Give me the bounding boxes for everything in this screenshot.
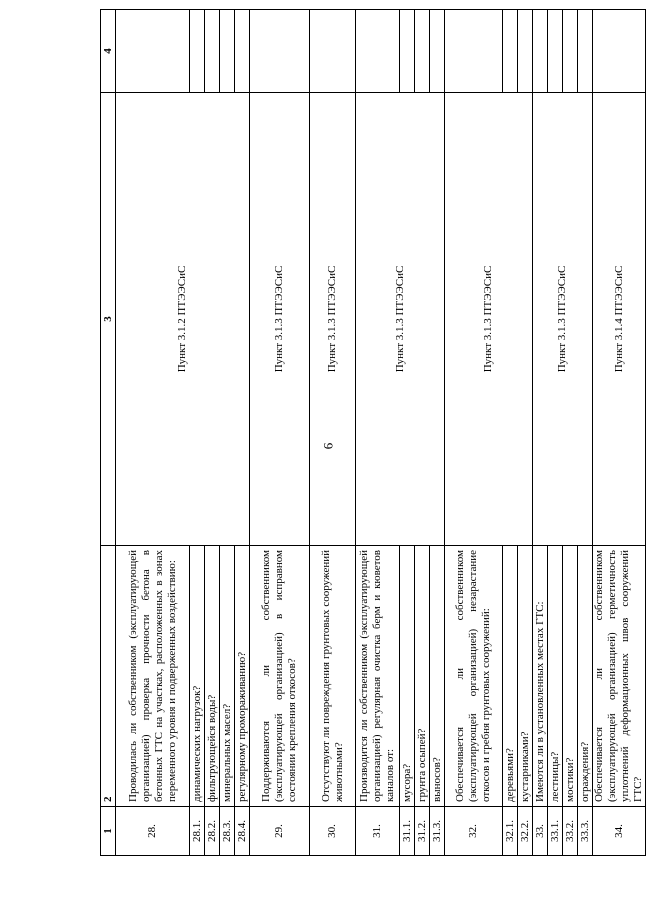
notes-cell bbox=[593, 10, 646, 93]
notes-cell bbox=[400, 10, 415, 93]
question-text: минеральных масел? bbox=[220, 546, 235, 807]
question-text: Имеются ли в установленных местах ГТС: bbox=[533, 546, 548, 807]
row-number: 34. bbox=[593, 807, 646, 856]
row-number: 33.2. bbox=[563, 807, 578, 856]
notes-cell bbox=[356, 10, 400, 93]
notes-cell bbox=[250, 10, 310, 93]
row-number: 28. bbox=[116, 807, 190, 856]
regulation-ref: Пункт 3.1.3 ПТЭЭСиС bbox=[533, 93, 593, 546]
question-text: Поддерживаются ли собственником (эксплуатирующей организацией) в исправном состоянии крепления откосов? bbox=[250, 546, 310, 807]
question-text: Производится ли собственником (эксплуатирующей организацией) регулярная очистка берм и кюветов каналов от: bbox=[356, 546, 400, 807]
row-number: 31.3. bbox=[430, 807, 445, 856]
table-row bbox=[445, 10, 503, 856]
checklist-table-container bbox=[100, 46, 644, 856]
row-number: 30. bbox=[310, 807, 356, 856]
question-text: Проводилась ли собственником (эксплуатирующей организацией) проверка прочности бетона в бетонных ГТС на участках, расположенных в зонах переменного уровня и подверженных воздействию: bbox=[116, 546, 190, 807]
question-text: деревьями? bbox=[503, 546, 518, 807]
header-col-3: 3 bbox=[101, 93, 116, 546]
row-number: 28.4. bbox=[235, 807, 250, 856]
notes-cell bbox=[116, 10, 190, 93]
notes-cell bbox=[415, 10, 430, 93]
row-number: 33.1. bbox=[548, 807, 563, 856]
notes-cell bbox=[220, 10, 235, 93]
question-text: грунта осыпей? bbox=[415, 546, 430, 807]
row-number: 31.1. bbox=[400, 807, 415, 856]
table-row bbox=[533, 10, 548, 856]
notes-cell bbox=[430, 10, 445, 93]
question-text: регулярному промораживанию? bbox=[235, 546, 250, 807]
question-text: выносов? bbox=[430, 546, 445, 807]
table-row bbox=[250, 10, 310, 856]
notes-cell bbox=[548, 10, 563, 93]
regulation-ref: Пункт 3.1.4 ПТЭЭСиС bbox=[593, 93, 646, 546]
table-row bbox=[310, 10, 356, 856]
notes-cell bbox=[533, 10, 548, 93]
table-row bbox=[593, 10, 646, 856]
question-text: Обеспечивается ли собственником (эксплуатирующей организацией) незарастание откосов и гребня грунтовых сооружений: bbox=[445, 546, 503, 807]
regulation-ref: Пункт 3.1.2 ПТЭЭСиС bbox=[116, 93, 250, 546]
question-text: Обеспечивается ли собственником (эксплуатирующей организацией) герметичность уплотнений деформационных швов сооружений ГТС? bbox=[593, 546, 646, 807]
question-text: мусора? bbox=[400, 546, 415, 807]
row-number: 33. bbox=[533, 807, 548, 856]
regulation-ref: Пункт 3.1.3 ПТЭЭСиС bbox=[250, 93, 310, 546]
notes-cell bbox=[578, 10, 593, 93]
row-number: 31. bbox=[356, 807, 400, 856]
table-row bbox=[116, 10, 190, 856]
row-number: 33.3. bbox=[578, 807, 593, 856]
notes-cell bbox=[310, 10, 356, 93]
question-text: ограждения? bbox=[578, 546, 593, 807]
question-text: лестницы? bbox=[548, 546, 563, 807]
header-row bbox=[101, 10, 116, 856]
notes-cell bbox=[563, 10, 578, 93]
regulation-ref: Пункт 3.1.3 ПТЭЭСиС bbox=[445, 93, 533, 546]
row-number: 29. bbox=[250, 807, 310, 856]
question-text: Отсутствуют ли повреждения грунтовых сооружений животными? bbox=[310, 546, 356, 807]
row-number: 28.2. bbox=[205, 807, 220, 856]
row-number: 28.3. bbox=[220, 807, 235, 856]
page-number: 9 bbox=[321, 442, 336, 450]
row-number: 32.1. bbox=[503, 807, 518, 856]
notes-cell bbox=[445, 10, 503, 93]
row-number: 31.2. bbox=[415, 807, 430, 856]
checklist-table bbox=[100, 9, 646, 856]
question-text: динамических нагрузок? bbox=[190, 546, 205, 807]
question-text: мостики? bbox=[563, 546, 578, 807]
table-row bbox=[356, 10, 400, 856]
header-col-2: 2 bbox=[101, 546, 116, 807]
notes-cell bbox=[190, 10, 205, 93]
row-number: 28.1. bbox=[190, 807, 205, 856]
notes-cell bbox=[235, 10, 250, 93]
header-col-4: 4 bbox=[101, 10, 116, 93]
regulation-ref: Пункт 3.1.3 ПТЭЭСиС bbox=[310, 93, 356, 546]
question-text: фильтрующейся воды? bbox=[205, 546, 220, 807]
row-number: 32.2. bbox=[518, 807, 533, 856]
notes-cell bbox=[503, 10, 518, 93]
notes-cell bbox=[205, 10, 220, 93]
question-text: кустарниками? bbox=[518, 546, 533, 807]
header-col-1: 1 bbox=[101, 807, 116, 856]
notes-cell bbox=[518, 10, 533, 93]
row-number: 32. bbox=[445, 807, 503, 856]
regulation-ref: Пункт 3.1.3 ПТЭЭСиС bbox=[356, 93, 445, 546]
